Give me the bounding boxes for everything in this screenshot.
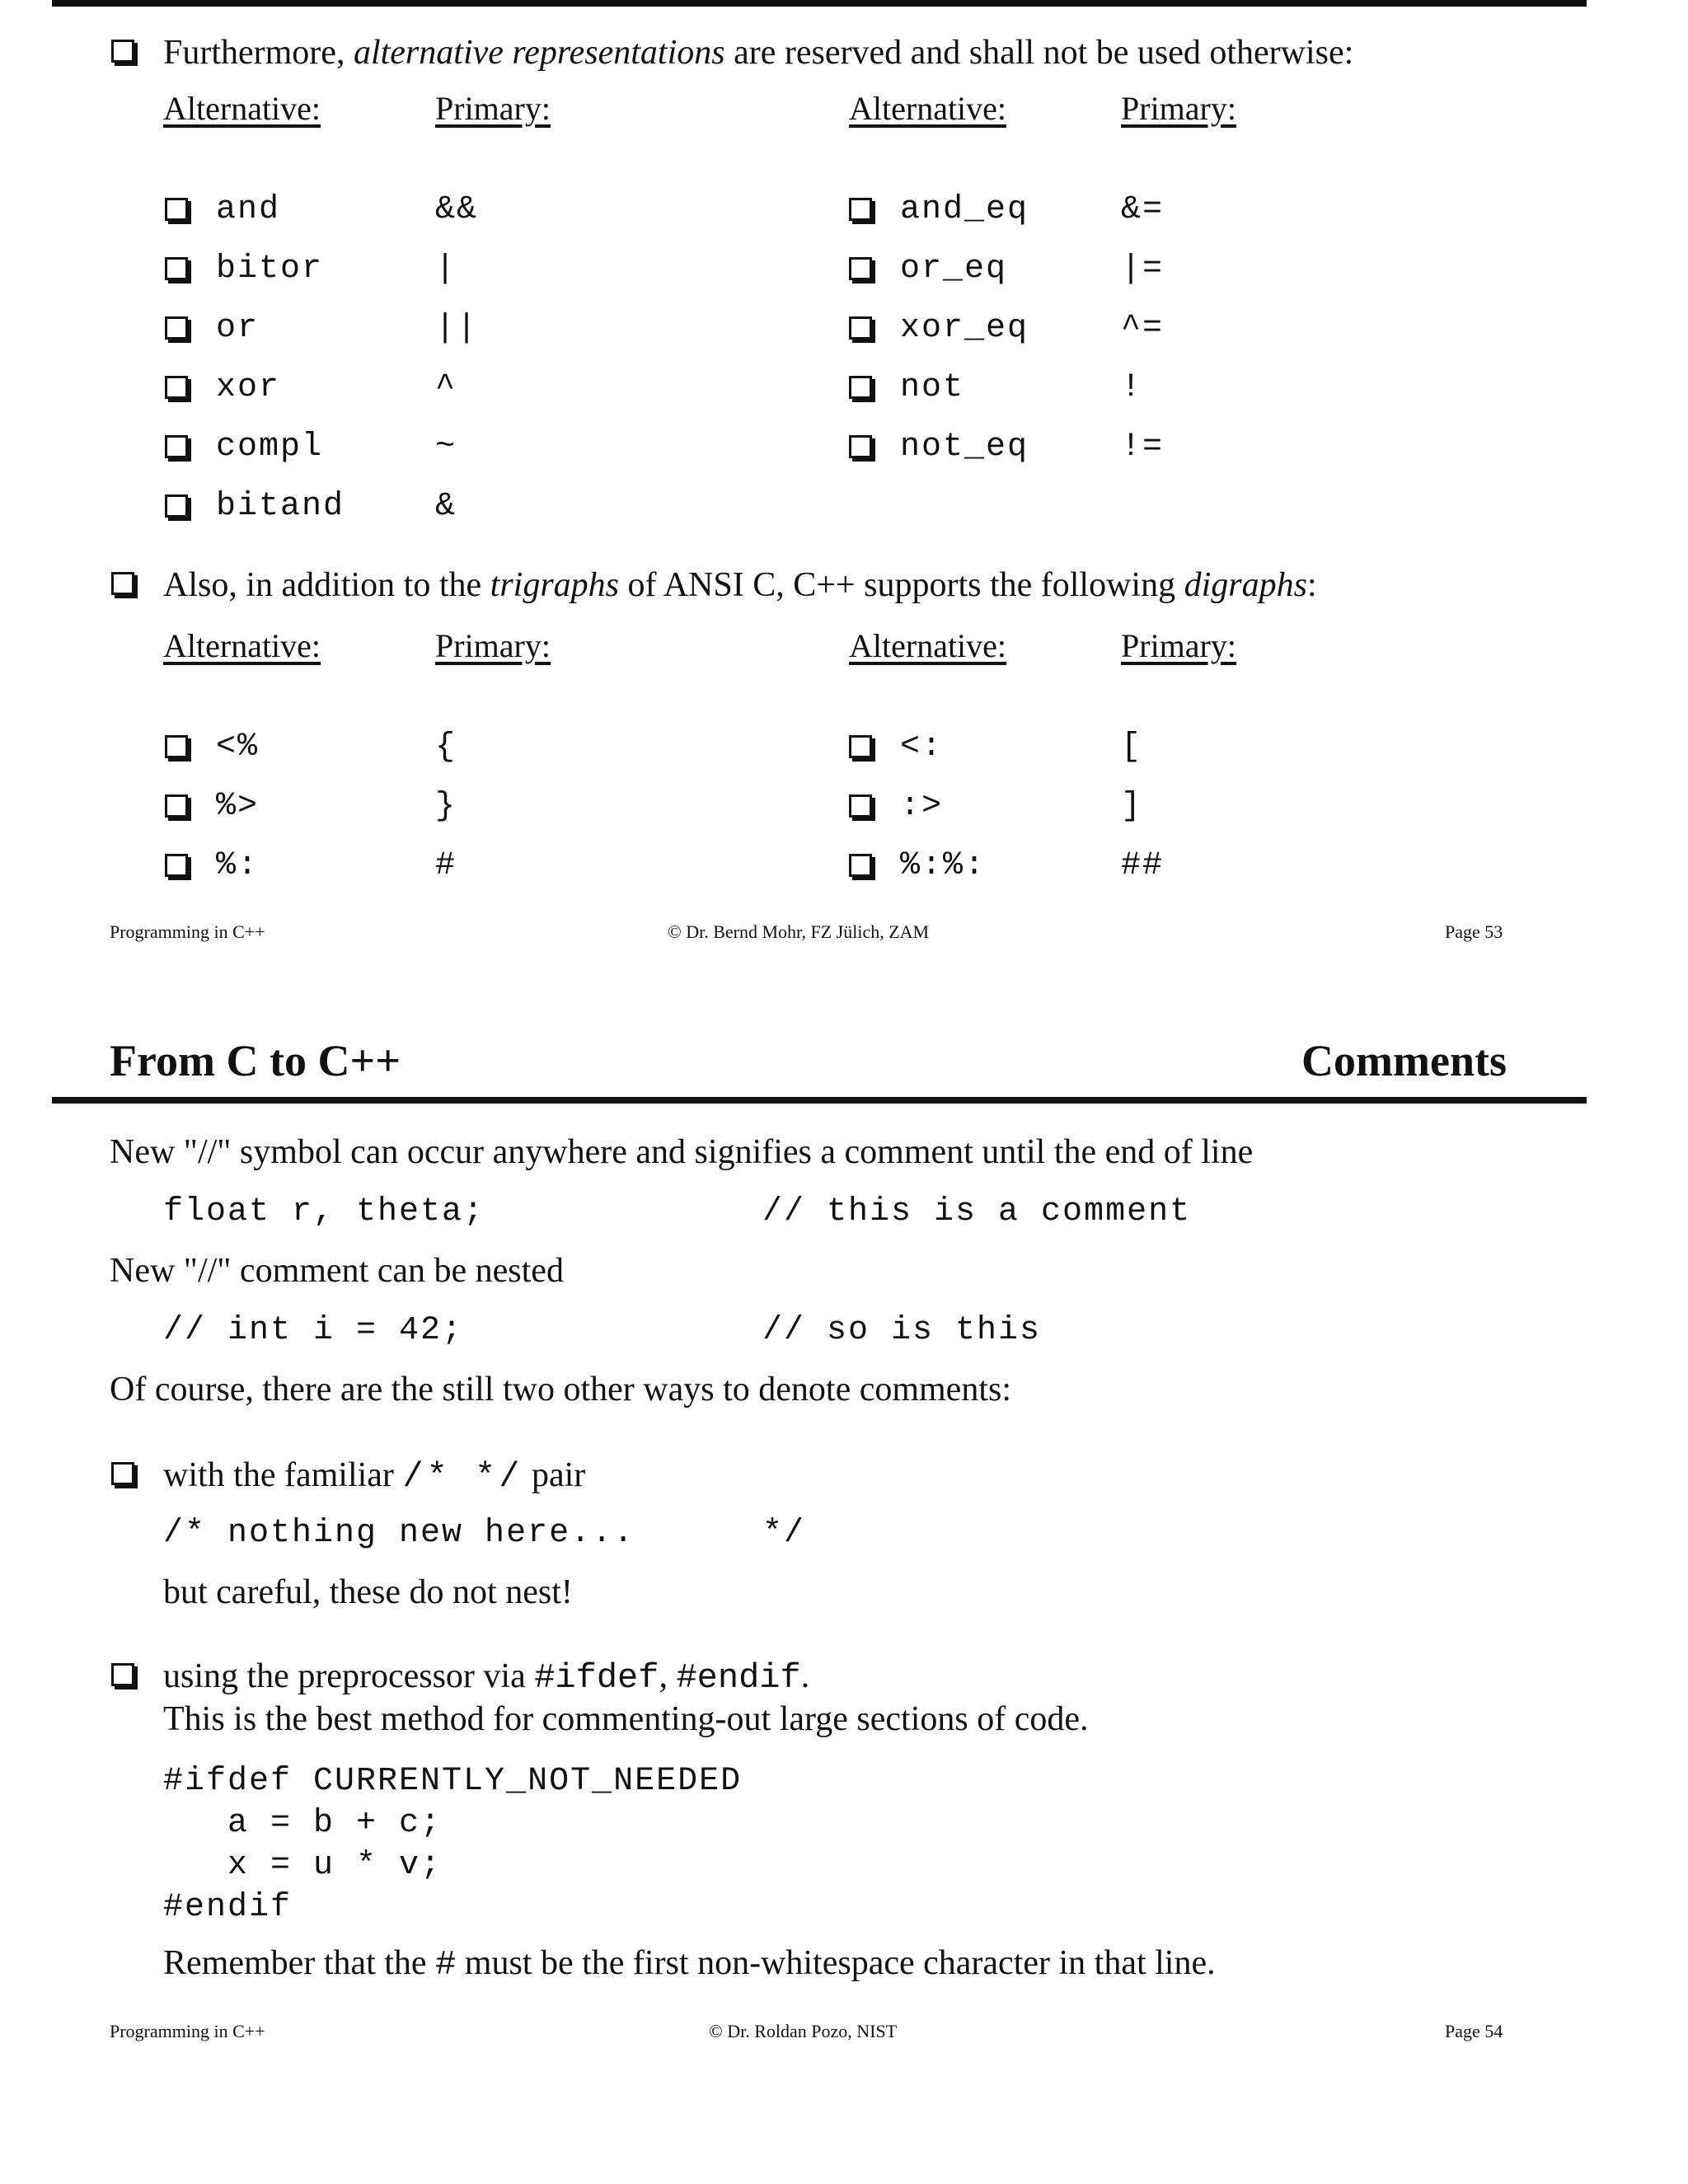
alternative-token: <% bbox=[216, 729, 260, 766]
checkbox-bullet-icon bbox=[849, 854, 872, 877]
digraph-intro-mid: of ANSI C, C++ supports the following bbox=[619, 566, 1184, 604]
checkbox-bullet-icon bbox=[165, 376, 188, 399]
inline-code: #ifdef bbox=[534, 1658, 659, 1698]
code-line: float r, theta; bbox=[163, 1193, 485, 1230]
inline-code: # bbox=[435, 1945, 457, 1985]
alternative-token: bitand bbox=[216, 488, 345, 525]
bullet-box-icon bbox=[111, 1462, 134, 1485]
footer-copyright: © Dr. Bernd Mohr, FZ Jülich, ZAM bbox=[668, 921, 930, 942]
primary-token: &= bbox=[1121, 191, 1165, 228]
primary-token: ^= bbox=[1121, 310, 1165, 347]
header-primary-right: Primary: bbox=[1121, 90, 1236, 127]
comment-intro-line: New "//" symbol can occur anywhere and signifies a comment until the end of line bbox=[110, 1133, 1254, 1171]
intro-emphasis: alternative representations bbox=[353, 34, 725, 72]
careful-note: but careful, these do not nest! bbox=[163, 1573, 573, 1611]
checkbox-bullet-icon bbox=[849, 735, 872, 758]
checkbox-bullet-icon bbox=[849, 435, 872, 458]
primary-token: != bbox=[1121, 429, 1165, 466]
code-line: #ifdef CURRENTLY_NOT_NEEDED bbox=[163, 1763, 743, 1800]
checkbox-bullet-icon bbox=[165, 854, 188, 877]
bullet-text-end: . bbox=[800, 1657, 810, 1695]
digraph-intro-text: Also, in addition to the bbox=[163, 566, 490, 604]
code-line: /* nothing new here... bbox=[163, 1515, 635, 1552]
ifdef-code-block bbox=[163, 1760, 742, 1929]
alternative-token: xor_eq bbox=[900, 310, 1029, 347]
slide-title: From C to C++ bbox=[110, 1036, 401, 1085]
note-text: Remember that the bbox=[163, 1944, 436, 1982]
intro-text-end: are reserved and shall not be used otherwise: bbox=[724, 34, 1354, 72]
checkbox-bullet-icon bbox=[849, 257, 872, 280]
code-line: #endif bbox=[163, 1889, 293, 1926]
nested-comment-line: New "//" comment can be nested bbox=[110, 1252, 564, 1290]
code-line: x = u * v; bbox=[163, 1847, 443, 1884]
title-rule bbox=[52, 1097, 1587, 1104]
alternative-token: %> bbox=[216, 788, 260, 825]
checkbox-bullet-icon bbox=[849, 198, 872, 221]
separator: , bbox=[659, 1657, 677, 1695]
familiar-pair-bullet bbox=[163, 1454, 585, 1498]
alternative-token: compl bbox=[216, 429, 324, 466]
digraph-intro-end: : bbox=[1306, 566, 1317, 604]
alternative-token: <: bbox=[900, 729, 944, 766]
inline-code: #endif bbox=[676, 1658, 801, 1698]
primary-token: |= bbox=[1121, 251, 1165, 288]
primary-token: ! bbox=[1121, 369, 1143, 406]
other-ways-line: Of course, there are the still two other ways to denote comments: bbox=[110, 1371, 1012, 1408]
footer-page-number: Page 54 bbox=[1445, 2021, 1503, 2041]
primary-token: && bbox=[435, 191, 479, 228]
alternative-token: %:%: bbox=[900, 847, 987, 884]
intro-text: Furthermore, bbox=[163, 34, 354, 72]
bullet-text: using the preprocessor via bbox=[163, 1657, 535, 1695]
footer-course: Programming in C++ bbox=[110, 921, 265, 942]
code-line: // int i = 42; bbox=[163, 1312, 464, 1349]
digraphs-emphasis: digraphs bbox=[1184, 566, 1307, 604]
checkbox-bullet-icon bbox=[165, 257, 188, 280]
primary-token: ~ bbox=[435, 429, 457, 466]
code-comment: // this is a comment bbox=[762, 1193, 1192, 1230]
footer-copyright: © Dr. Roldan Pozo, NIST bbox=[709, 2021, 898, 2041]
best-method-line: This is the best method for commenting-out large sections of code. bbox=[163, 1700, 1089, 1738]
header-alternative-right: Alternative: bbox=[849, 90, 1007, 127]
alternative-token: bitor bbox=[216, 251, 324, 288]
header-alternative-left: Alternative: bbox=[163, 90, 321, 127]
checkbox-bullet-icon bbox=[849, 376, 872, 399]
primary-token: ^ bbox=[435, 369, 457, 406]
checkbox-bullet-icon bbox=[165, 198, 188, 221]
alternative-token: or_eq bbox=[900, 251, 1008, 288]
alternative-token: not_eq bbox=[900, 429, 1029, 466]
alternative-token: xor bbox=[216, 369, 281, 406]
header-alternative-right-2: Alternative: bbox=[849, 627, 1007, 664]
alternative-token: or bbox=[216, 310, 260, 347]
note-text-end: must be the first non-whitespace character in that line. bbox=[456, 1944, 1216, 1982]
alternative-token: %: bbox=[216, 847, 260, 884]
alternative-token: and bbox=[216, 191, 281, 228]
primary-token: { bbox=[435, 729, 457, 766]
header-primary-left: Primary: bbox=[435, 90, 551, 127]
header-primary-left-2: Primary: bbox=[435, 627, 551, 664]
bullet-text-end: pair bbox=[523, 1456, 586, 1494]
code-line: a = b + c; bbox=[163, 1805, 443, 1842]
digraphs-intro bbox=[163, 564, 1317, 607]
checkbox-bullet-icon bbox=[165, 494, 188, 518]
primary-token: & bbox=[435, 488, 457, 525]
primary-token: | bbox=[435, 251, 457, 288]
slide-topic: Comments bbox=[1301, 1036, 1507, 1085]
checkbox-bullet-icon bbox=[165, 735, 188, 758]
remember-note bbox=[163, 1942, 1216, 1986]
code-comment: // so is this bbox=[762, 1312, 1042, 1349]
checkbox-bullet-icon bbox=[849, 316, 872, 340]
bullet-box-icon bbox=[111, 572, 134, 595]
trigraphs-emphasis: trigraphs bbox=[490, 566, 620, 604]
checkbox-bullet-icon bbox=[165, 435, 188, 458]
preprocessor-bullet bbox=[163, 1655, 809, 1699]
bullet-box-icon bbox=[111, 40, 134, 63]
primary-token: ] bbox=[1121, 788, 1143, 825]
checkbox-bullet-icon bbox=[165, 794, 188, 818]
footer-page-number: Page 53 bbox=[1445, 921, 1503, 942]
code-line: */ bbox=[762, 1515, 806, 1552]
top-rule bbox=[52, 0, 1587, 7]
inline-code: /* */ bbox=[402, 1457, 523, 1497]
alternative-token: :> bbox=[900, 788, 944, 825]
primary-token: } bbox=[435, 788, 457, 825]
alternative-token: not bbox=[900, 369, 965, 406]
header-primary-right-2: Primary: bbox=[1121, 627, 1236, 664]
alt-rep-intro bbox=[163, 31, 1353, 74]
primary-token: ## bbox=[1121, 847, 1165, 884]
footer-course: Programming in C++ bbox=[110, 2021, 265, 2041]
primary-token: [ bbox=[1121, 729, 1143, 766]
alternative-token: and_eq bbox=[900, 191, 1029, 228]
bullet-box-icon bbox=[111, 1663, 134, 1686]
checkbox-bullet-icon bbox=[849, 794, 872, 818]
checkbox-bullet-icon bbox=[165, 316, 188, 340]
primary-token: # bbox=[435, 847, 457, 884]
header-alternative-left-2: Alternative: bbox=[163, 627, 321, 664]
bullet-text: with the familiar bbox=[163, 1456, 403, 1494]
primary-token: || bbox=[435, 310, 479, 347]
